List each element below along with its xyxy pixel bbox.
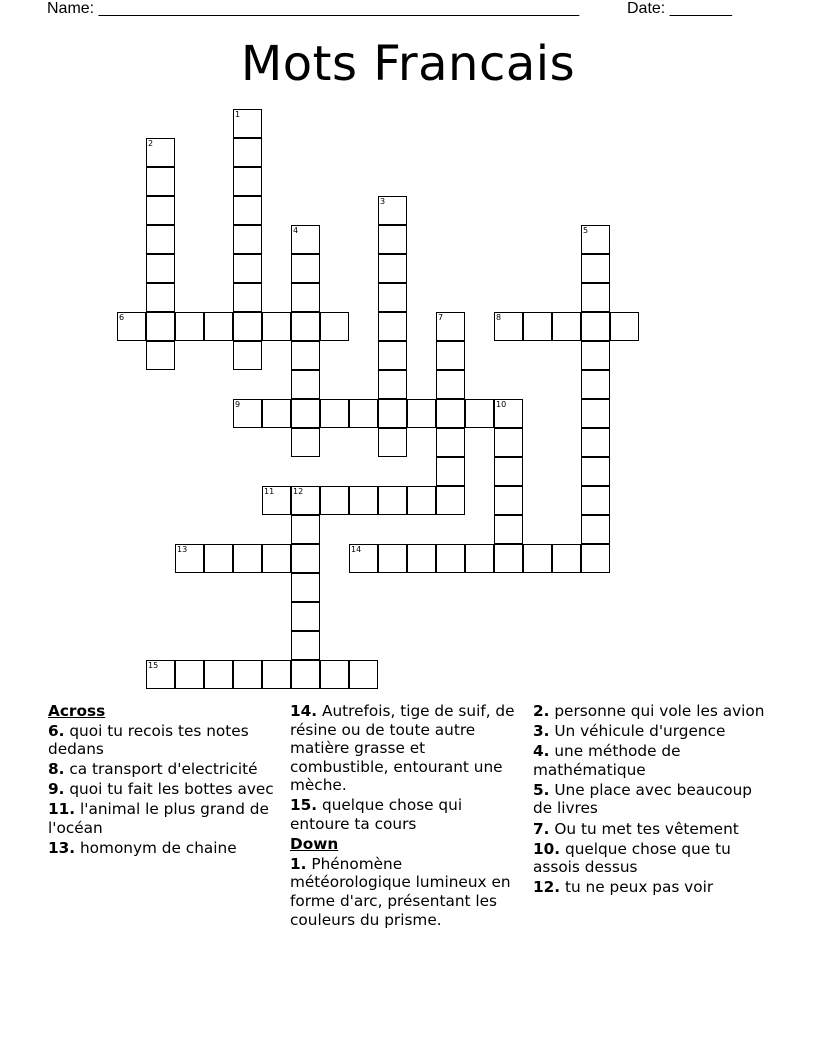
- crossword-cell[interactable]: [233, 225, 262, 254]
- clues-column-1: [48, 702, 283, 859]
- clue-down-3: 3. Un véhicule d'urgence: [533, 722, 726, 741]
- crossword-cell[interactable]: [233, 660, 262, 689]
- crossword-cell[interactable]: [320, 660, 349, 689]
- crossword-cell[interactable]: [581, 254, 610, 283]
- crossword-cell[interactable]: [233, 544, 262, 573]
- clue-number: 6: [119, 313, 125, 322]
- crossword-cell[interactable]: [349, 544, 378, 573]
- crossword-cell[interactable]: [291, 225, 320, 254]
- crossword-cell[interactable]: [349, 399, 378, 428]
- crossword-cell[interactable]: [291, 602, 320, 631]
- down-heading: Down: [290, 835, 339, 854]
- crossword-cell[interactable]: [146, 254, 175, 283]
- crossword-cell[interactable]: [523, 544, 552, 573]
- crossword-cell[interactable]: [494, 544, 523, 573]
- crossword-cell[interactable]: [581, 283, 610, 312]
- crossword-cell[interactable]: [581, 312, 610, 341]
- crossword-cell[interactable]: [494, 515, 523, 544]
- crossword-cell[interactable]: [233, 283, 262, 312]
- crossword-cell[interactable]: [233, 341, 262, 370]
- crossword-cell[interactable]: [465, 399, 494, 428]
- crossword-cell[interactable]: [581, 399, 610, 428]
- crossword-cell[interactable]: [291, 660, 320, 689]
- date-field-label: Date: _______: [627, 0, 732, 17]
- crossword-cell[interactable]: [146, 660, 175, 689]
- clue-number: 2: [148, 139, 154, 148]
- clue-across-6: 6. quoi tu recois tes notes dedans: [48, 721, 249, 759]
- crossword-cell[interactable]: [146, 312, 175, 341]
- clue-across-14: 14. Autrefois, tige de suif, de résine ou de toute autre matière grasse et combustible, entourant une mèche.: [290, 702, 515, 795]
- crossword-cell[interactable]: [262, 312, 291, 341]
- crossword-cell[interactable]: [494, 457, 523, 486]
- crossword-cell[interactable]: [291, 573, 320, 602]
- crossword-cell[interactable]: [320, 486, 349, 515]
- clue-across-9: 9. quoi tu fait les bottes avec: [48, 780, 274, 799]
- clue-number: 10: [496, 400, 507, 409]
- crossword-cell[interactable]: [204, 544, 233, 573]
- crossword-cell[interactable]: [349, 486, 378, 515]
- crossword-cell[interactable]: [233, 196, 262, 225]
- crossword-cell[interactable]: [291, 428, 320, 457]
- crossword-cell[interactable]: [320, 399, 349, 428]
- crossword-cell[interactable]: [175, 312, 204, 341]
- clue-down-10: 10. quelque chose que tu assois dessus: [533, 839, 731, 877]
- crossword-cell[interactable]: [436, 428, 465, 457]
- crossword-cell[interactable]: [378, 312, 407, 341]
- crossword-cell[interactable]: [581, 457, 610, 486]
- crossword-cell[interactable]: [436, 370, 465, 399]
- crossword-cell[interactable]: [494, 312, 523, 341]
- crossword-cell[interactable]: [581, 515, 610, 544]
- crossword-cell[interactable]: [378, 428, 407, 457]
- crossword-cell[interactable]: [436, 544, 465, 573]
- clues-column-2: [290, 702, 525, 931]
- crossword-cell[interactable]: [581, 486, 610, 515]
- crossword-cell[interactable]: [233, 312, 262, 341]
- crossword-cell[interactable]: [117, 312, 146, 341]
- crossword-cell[interactable]: [320, 312, 349, 341]
- clue-number: 9: [235, 400, 241, 409]
- crossword-cell[interactable]: [233, 254, 262, 283]
- crossword-cell[interactable]: [233, 167, 262, 196]
- crossword-cell[interactable]: [146, 283, 175, 312]
- name-field-label: Name: ______________________________________________________: [47, 0, 580, 17]
- clue-across-8: 8. ca transport d'electricité: [48, 760, 258, 779]
- crossword-cell[interactable]: [523, 312, 552, 341]
- crossword-cell[interactable]: [610, 312, 639, 341]
- crossword-cell[interactable]: [175, 660, 204, 689]
- crossword-cell[interactable]: [233, 138, 262, 167]
- crossword-cell[interactable]: [291, 486, 320, 515]
- clue-number: 15: [148, 661, 159, 670]
- crossword-cell[interactable]: [262, 660, 291, 689]
- page-title: Mots Francais: [240, 36, 576, 92]
- crossword-cell[interactable]: [407, 486, 436, 515]
- crossword-cell[interactable]: [581, 370, 610, 399]
- clue-down-1: 1. Phénomène météorologique lumineux en forme d'arc, présentant les couleurs du prisme.: [290, 854, 511, 929]
- crossword-cell[interactable]: [378, 196, 407, 225]
- crossword-cell[interactable]: [378, 283, 407, 312]
- crossword-cell[interactable]: [436, 341, 465, 370]
- clue-down-2: 2. personne qui vole les avion: [533, 702, 765, 720]
- crossword-cell[interactable]: [494, 399, 523, 428]
- crossword-cell[interactable]: [581, 225, 610, 254]
- clue-across-13: 13. homonym de chaine: [48, 839, 237, 858]
- crossword-cell[interactable]: [146, 341, 175, 370]
- crossword-cell[interactable]: [581, 341, 610, 370]
- crossword-cell[interactable]: [378, 225, 407, 254]
- clue-number: 5: [583, 226, 589, 235]
- crossword-cell[interactable]: [407, 399, 436, 428]
- crossword-cell[interactable]: [581, 544, 610, 573]
- clue-across-15: 15. quelque chose qui entoure ta cours: [290, 796, 463, 834]
- crossword-cell[interactable]: [291, 254, 320, 283]
- crossword-cell[interactable]: [291, 544, 320, 573]
- crossword-cell[interactable]: [175, 544, 204, 573]
- clue-number: 12: [293, 487, 304, 496]
- crossword-cell[interactable]: [204, 660, 233, 689]
- crossword-cell[interactable]: [436, 399, 465, 428]
- crossword-cell[interactable]: [494, 428, 523, 457]
- crossword-cell[interactable]: [204, 312, 233, 341]
- clue-number: 1: [235, 110, 241, 119]
- crossword-cell[interactable]: [262, 544, 291, 573]
- clue-down-5: 5. Une place avec beaucoup de livres: [533, 780, 753, 818]
- crossword-cell[interactable]: [291, 631, 320, 660]
- clue-across-11: 11. l'animal le plus grand de l'océan: [48, 800, 269, 838]
- clue-number: 13: [177, 545, 188, 554]
- crossword-cell[interactable]: [262, 399, 291, 428]
- crossword-cell[interactable]: [465, 544, 494, 573]
- crossword-cell[interactable]: [291, 283, 320, 312]
- crossword-cell[interactable]: [146, 196, 175, 225]
- crossword-cell[interactable]: [436, 312, 465, 341]
- crossword-cell[interactable]: [436, 457, 465, 486]
- crossword-cell[interactable]: [378, 341, 407, 370]
- clue-number: 14: [351, 545, 362, 554]
- crossword-cell[interactable]: [233, 109, 262, 138]
- clue-number: 11: [264, 487, 275, 496]
- crossword-cell[interactable]: [378, 370, 407, 399]
- clue-down-12: 12. tu ne peux pas voir: [533, 878, 714, 897]
- crossword-cell[interactable]: [552, 312, 581, 341]
- crossword-cell[interactable]: [291, 370, 320, 399]
- crossword-cell[interactable]: [378, 544, 407, 573]
- clue-number: 7: [438, 313, 444, 322]
- clue-number: 3: [380, 197, 386, 206]
- crossword-cell[interactable]: [378, 486, 407, 515]
- clue-number: 4: [293, 226, 299, 235]
- clue-down-7: 7. Ou tu met tes vêtement: [533, 819, 739, 838]
- across-heading: Across: [48, 702, 106, 720]
- crossword-cell[interactable]: [378, 254, 407, 283]
- crossword-cell[interactable]: [407, 544, 436, 573]
- crossword-cell[interactable]: [291, 312, 320, 341]
- clue-number: 8: [496, 313, 502, 322]
- crossword-cell[interactable]: [436, 486, 465, 515]
- crossword-cell[interactable]: [233, 399, 262, 428]
- crossword-cell[interactable]: [146, 138, 175, 167]
- crossword-cell[interactable]: [291, 515, 320, 544]
- crossword-cell[interactable]: [262, 486, 291, 515]
- crossword-cell[interactable]: [291, 399, 320, 428]
- crossword-cell[interactable]: [146, 167, 175, 196]
- clues-column-3: [533, 702, 768, 898]
- crossword-cell[interactable]: [146, 225, 175, 254]
- crossword-cell[interactable]: [291, 341, 320, 370]
- crossword-cell[interactable]: [349, 660, 378, 689]
- crossword-cell[interactable]: [581, 428, 610, 457]
- crossword-cell[interactable]: [552, 544, 581, 573]
- clue-down-4: 4. une méthode de mathématique: [533, 742, 681, 779]
- crossword-cell[interactable]: [378, 399, 407, 428]
- crossword-cell[interactable]: [494, 486, 523, 515]
